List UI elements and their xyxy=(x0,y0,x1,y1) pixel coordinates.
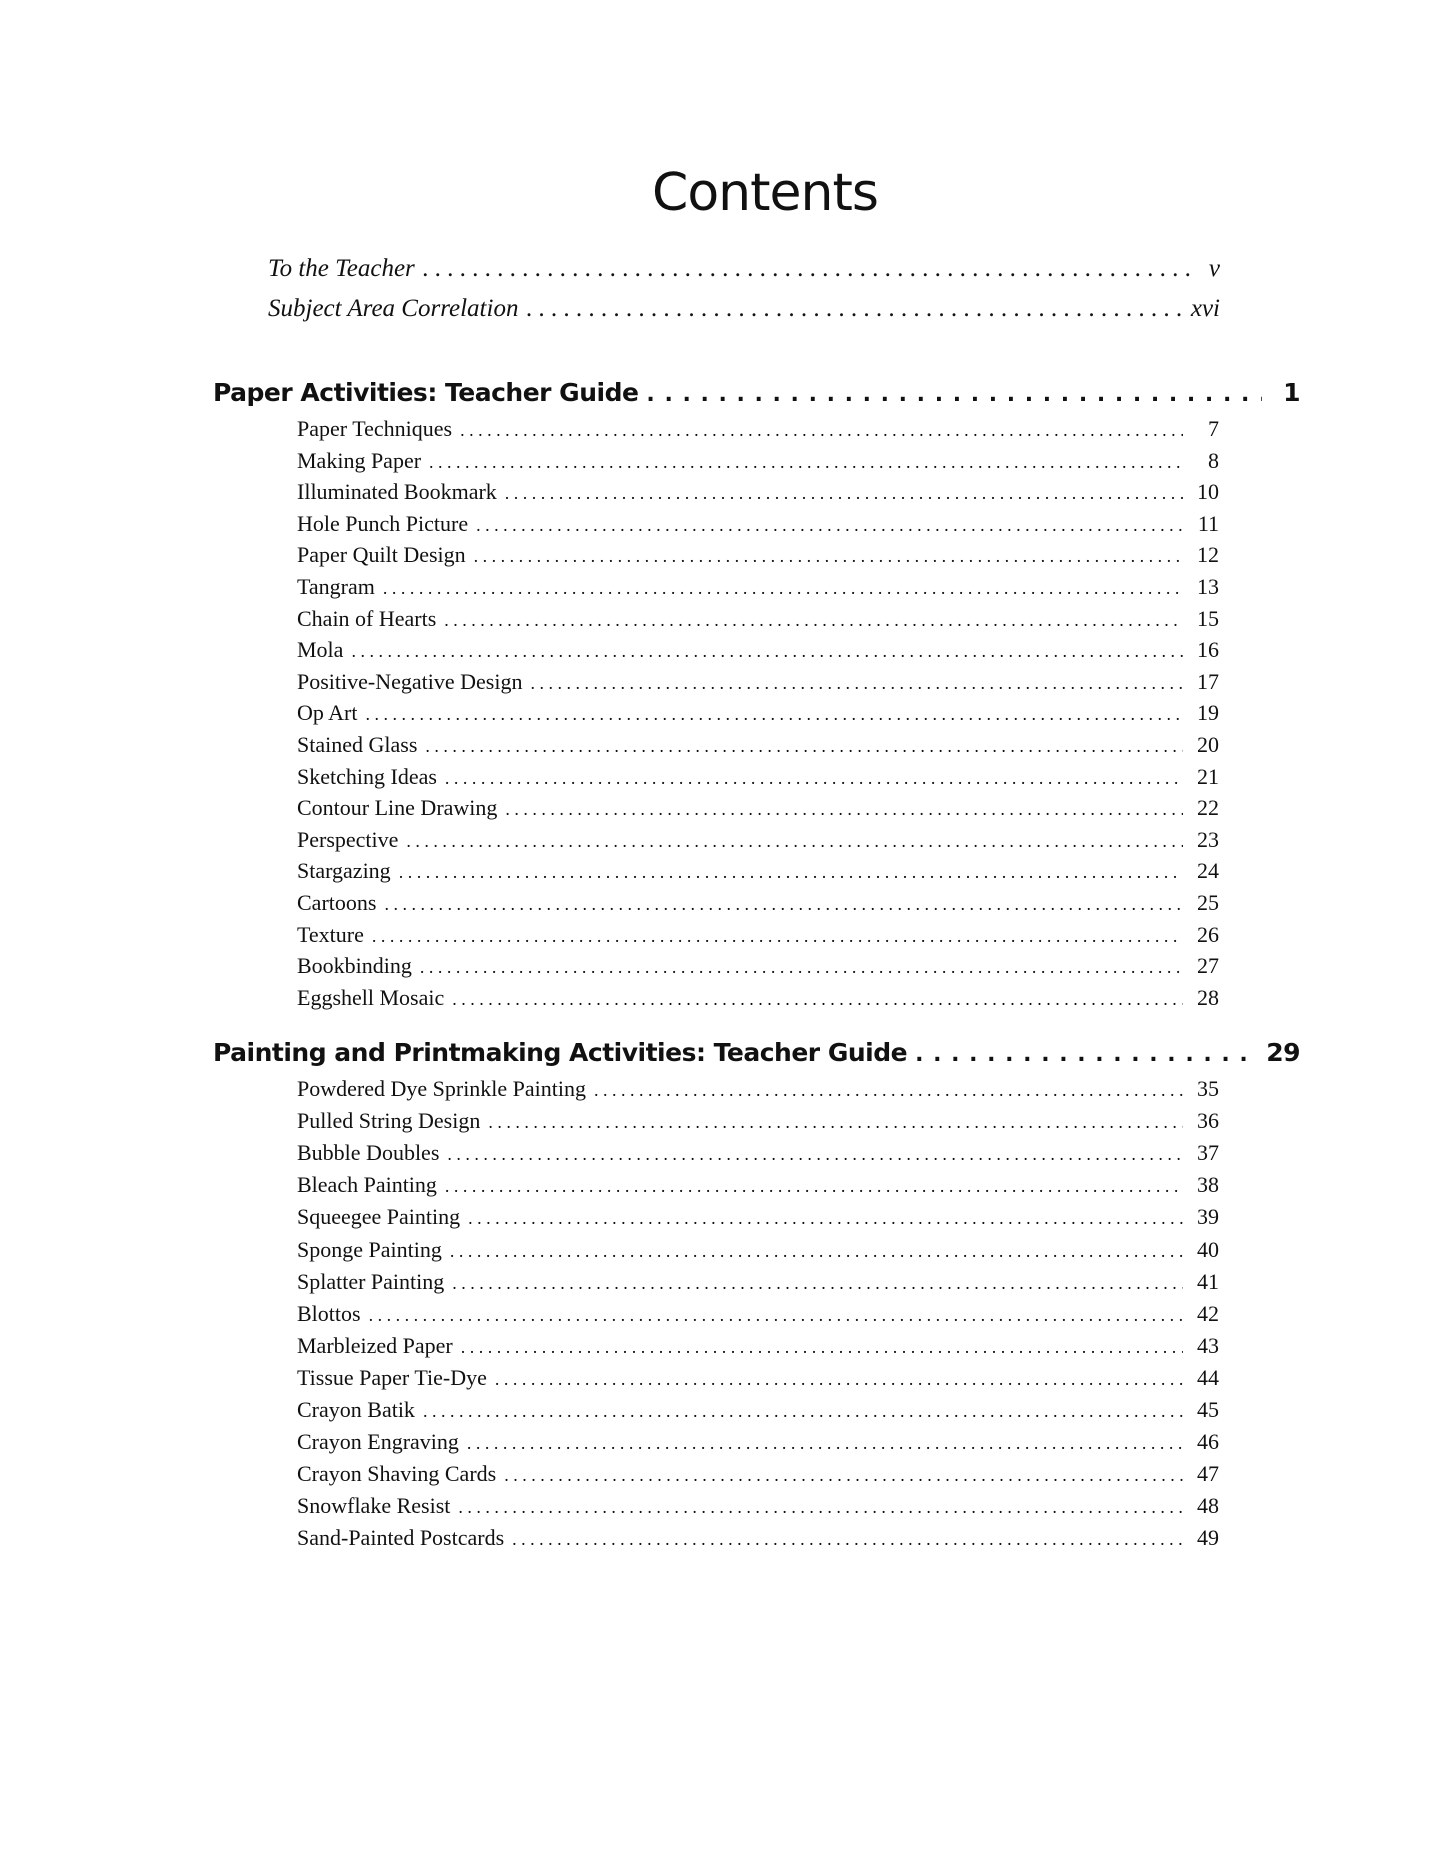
toc-entry-label: Crayon Engraving xyxy=(297,1429,459,1454)
dot-leader xyxy=(505,478,1183,507)
toc-entry[interactable] xyxy=(297,1299,1219,1329)
toc-entry[interactable] xyxy=(297,1427,1219,1457)
toc-entry[interactable] xyxy=(297,698,1219,728)
toc-entry-page: 49 xyxy=(1197,1525,1219,1550)
dot-leader xyxy=(372,921,1183,950)
dot-leader xyxy=(488,1107,1183,1136)
toc-entry[interactable] xyxy=(297,1106,1219,1136)
toc-entry-page: 25 xyxy=(1197,890,1219,915)
toc-entry-label: Pulled String Design xyxy=(297,1108,481,1133)
section-heading-page: 29 xyxy=(1266,1038,1300,1067)
toc-entry-label: Tissue Paper Tie-Dye xyxy=(297,1365,487,1390)
dot-leader xyxy=(399,857,1183,886)
dot-leader xyxy=(474,541,1183,570)
dot-leader xyxy=(445,763,1183,792)
toc-entry[interactable] xyxy=(297,856,1219,886)
toc-entry[interactable] xyxy=(297,1170,1219,1200)
toc-entry-page: 26 xyxy=(1197,922,1219,947)
toc-entry[interactable] xyxy=(297,730,1219,760)
dot-leader xyxy=(450,1236,1183,1265)
dot-leader xyxy=(915,1037,1258,1071)
toc-entry-label: Marbleized Paper xyxy=(297,1333,453,1358)
toc-entry-label: Mola xyxy=(297,637,344,662)
page-title: Contents xyxy=(652,162,878,223)
toc-entry-page: 28 xyxy=(1197,985,1219,1010)
toc-entry-label: Squeegee Painting xyxy=(297,1204,461,1229)
dot-leader xyxy=(423,1396,1183,1425)
toc-entry-page: 12 xyxy=(1197,542,1219,567)
toc-entry-page: 20 xyxy=(1197,732,1219,757)
toc-entry[interactable] xyxy=(297,667,1219,697)
toc-entry[interactable] xyxy=(297,1235,1219,1265)
toc-entry[interactable] xyxy=(297,1074,1219,1104)
dot-leader xyxy=(429,447,1183,476)
toc-entry[interactable] xyxy=(297,920,1219,950)
toc-entry-page: v xyxy=(1208,255,1220,282)
toc-entry-page: 42 xyxy=(1197,1301,1219,1326)
toc-entry-page: 10 xyxy=(1197,479,1219,504)
dot-leader xyxy=(458,1492,1183,1521)
section-heading-label: Painting and Printmaking Activities: Teacher Guide xyxy=(213,1038,908,1067)
toc-entry[interactable] xyxy=(297,1459,1219,1489)
toc-entry-label: To the Teacher xyxy=(268,255,415,282)
toc-entry-page: 45 xyxy=(1197,1397,1219,1422)
section-heading-page: 1 xyxy=(1283,378,1300,407)
dot-leader xyxy=(452,984,1183,1013)
toc-entry-label: Perspective xyxy=(297,827,399,852)
section-heading-label: Paper Activities: Teacher Guide xyxy=(213,378,639,407)
toc-entry-page: 22 xyxy=(1197,795,1219,820)
toc-entry[interactable] xyxy=(297,793,1219,823)
dot-leader xyxy=(504,1460,1183,1489)
toc-entry-label: Splatter Painting xyxy=(297,1269,445,1294)
toc-entry-label: Crayon Shaving Cards xyxy=(297,1461,497,1486)
toc-entry-label: Hole Punch Picture xyxy=(297,511,469,536)
toc-entry-page: 47 xyxy=(1197,1461,1219,1486)
toc-entry-label: Powdered Dye Sprinkle Painting xyxy=(297,1076,587,1101)
toc-entry-page: 13 xyxy=(1197,574,1219,599)
toc-entry-page: 24 xyxy=(1197,858,1219,883)
toc-entry-label: Texture xyxy=(297,922,364,947)
toc-entry-front-matter[interactable] xyxy=(268,253,1220,285)
toc-entry[interactable] xyxy=(297,572,1219,602)
toc-entry-page: 48 xyxy=(1197,1493,1219,1518)
toc-entry-label: Blottos xyxy=(297,1301,361,1326)
toc-entry[interactable] xyxy=(297,1363,1219,1393)
toc-entry[interactable] xyxy=(297,414,1219,444)
toc-entry-label: Paper Techniques xyxy=(297,416,453,441)
toc-entry-page: 23 xyxy=(1197,827,1219,852)
dot-leader xyxy=(461,1332,1183,1361)
toc-entry-page: 27 xyxy=(1197,953,1219,978)
toc-entry-page: 36 xyxy=(1197,1108,1219,1133)
toc-entry-page: 39 xyxy=(1197,1204,1219,1229)
toc-entry-label: Cartoons xyxy=(297,890,377,915)
dot-leader xyxy=(351,636,1183,665)
dot-leader xyxy=(366,699,1184,728)
dot-leader xyxy=(423,253,1192,285)
toc-entry-label: Chain of Hearts xyxy=(297,606,437,631)
toc-entry-label: Sand-Painted Postcards xyxy=(297,1525,505,1550)
dot-leader xyxy=(445,1171,1183,1200)
dot-leader xyxy=(444,605,1183,634)
toc-entry-page: 43 xyxy=(1197,1333,1219,1358)
toc-entry-label: Sketching Ideas xyxy=(297,764,437,789)
toc-entry[interactable] xyxy=(297,635,1219,665)
toc-entry-label: Bookbinding xyxy=(297,953,412,978)
toc-entry-page: 7 xyxy=(1208,416,1219,441)
dot-leader xyxy=(384,889,1183,918)
toc-entry-label: Contour Line Drawing xyxy=(297,795,498,820)
toc-entry[interactable] xyxy=(297,888,1219,918)
toc-entry[interactable] xyxy=(297,1267,1219,1297)
dot-leader xyxy=(369,1300,1183,1329)
dot-leader xyxy=(526,293,1186,325)
toc-entry[interactable] xyxy=(297,983,1219,1013)
toc-entry[interactable] xyxy=(297,1491,1219,1521)
toc-entry[interactable] xyxy=(297,951,1219,981)
toc-entry-front-matter[interactable] xyxy=(268,293,1220,325)
dot-leader xyxy=(512,1524,1183,1553)
dot-leader xyxy=(476,510,1183,539)
toc-entry-label: Op Art xyxy=(297,700,358,725)
toc-entry-page: xvi xyxy=(1190,295,1220,322)
toc-entry[interactable] xyxy=(297,762,1219,792)
toc-entry-page: 41 xyxy=(1197,1269,1219,1294)
toc-entry-label: Tangram xyxy=(297,574,375,599)
toc-entry-page: 38 xyxy=(1197,1172,1219,1197)
dot-leader xyxy=(646,377,1262,411)
dot-leader xyxy=(420,952,1183,981)
toc-entry-label: Paper Quilt Design xyxy=(297,542,466,567)
toc-entry-page: 44 xyxy=(1197,1365,1219,1390)
dot-leader xyxy=(406,826,1183,855)
dot-leader xyxy=(505,794,1183,823)
dot-leader xyxy=(594,1075,1183,1104)
dot-leader xyxy=(452,1268,1183,1297)
toc-entry-label: Eggshell Mosaic xyxy=(297,985,445,1010)
dot-leader xyxy=(495,1364,1183,1393)
toc-entry-label: Bleach Painting xyxy=(297,1172,437,1197)
dot-leader xyxy=(383,573,1183,602)
toc-entry[interactable] xyxy=(297,1202,1219,1232)
toc-entry-label: Bubble Doubles xyxy=(297,1140,440,1165)
toc-entry[interactable] xyxy=(297,540,1219,570)
toc-entry[interactable] xyxy=(297,477,1219,507)
toc-entry-label: Stargazing xyxy=(297,858,391,883)
section-heading[interactable] xyxy=(213,1035,1300,1071)
toc-entry-page: 35 xyxy=(1197,1076,1219,1101)
toc-entry[interactable] xyxy=(297,1138,1219,1168)
toc-entry-page: 15 xyxy=(1197,606,1219,631)
toc-entry[interactable] xyxy=(297,446,1219,476)
toc-entry-page: 21 xyxy=(1197,764,1219,789)
toc-entry-label: Sponge Painting xyxy=(297,1237,442,1262)
toc-entry[interactable] xyxy=(297,604,1219,634)
toc-entry-page: 11 xyxy=(1197,511,1219,536)
dot-leader xyxy=(447,1139,1183,1168)
toc-entry-page: 16 xyxy=(1197,637,1219,662)
toc-entry[interactable] xyxy=(297,509,1219,539)
toc-entry[interactable] xyxy=(297,1395,1219,1425)
dot-leader xyxy=(467,1428,1183,1457)
dot-leader xyxy=(425,731,1183,760)
toc-entry[interactable] xyxy=(297,825,1219,855)
toc-entry-label: Making Paper xyxy=(297,448,422,473)
toc-entry-label: Stained Glass xyxy=(297,732,418,757)
toc-entry-page: 46 xyxy=(1197,1429,1219,1454)
dot-leader xyxy=(460,415,1183,444)
toc-entry-label: Illuminated Bookmark xyxy=(297,479,497,504)
toc-entry-page: 17 xyxy=(1197,669,1219,694)
toc-entry-label: Crayon Batik xyxy=(297,1397,415,1422)
toc-entry-label: Subject Area Correlation xyxy=(268,295,519,322)
toc-entry[interactable] xyxy=(297,1331,1219,1361)
dot-leader xyxy=(468,1203,1183,1232)
toc-entry-page: 19 xyxy=(1197,700,1219,725)
toc-entry-label: Snowflake Resist xyxy=(297,1493,451,1518)
section-heading[interactable] xyxy=(213,375,1300,411)
toc-entry-page: 8 xyxy=(1208,448,1219,473)
dot-leader xyxy=(530,668,1183,697)
toc-entry-page: 37 xyxy=(1197,1140,1219,1165)
toc-entry[interactable] xyxy=(297,1523,1219,1553)
toc-entry-label: Positive-Negative Design xyxy=(297,669,523,694)
toc-entry-page: 40 xyxy=(1197,1237,1219,1262)
